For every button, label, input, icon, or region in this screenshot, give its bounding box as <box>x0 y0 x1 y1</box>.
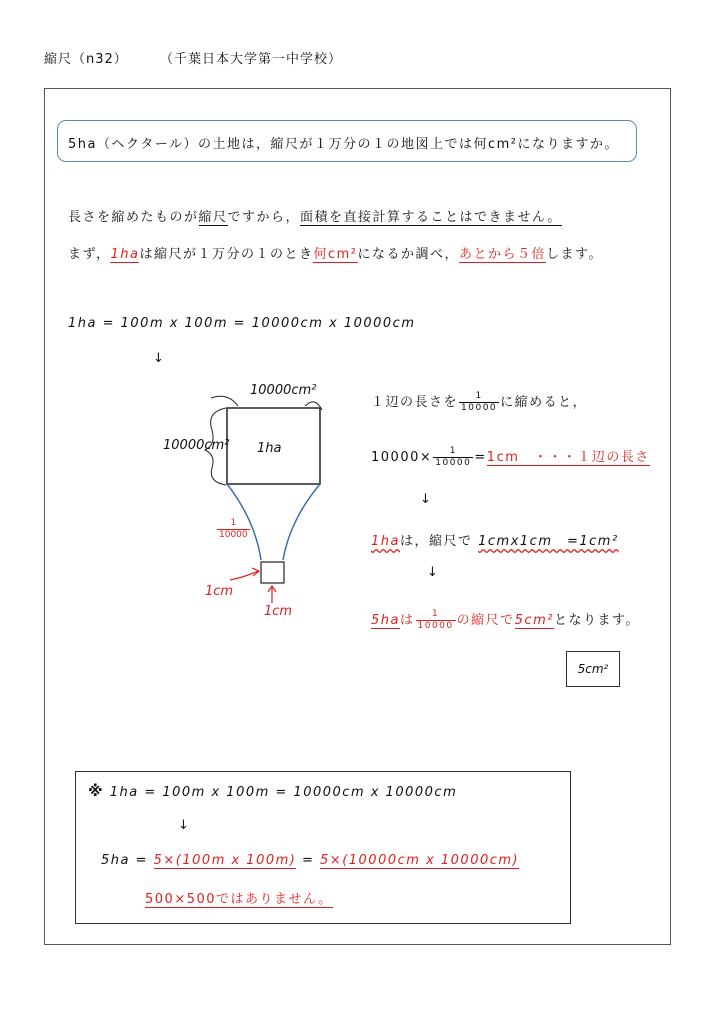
worksheet-title: 縮尺（n32） <box>44 52 128 67</box>
step4-c: の縮尺で <box>456 613 515 628</box>
step-1 <box>371 391 587 414</box>
expl-2d: 何cm² <box>313 247 358 262</box>
top-side-label: 10000cm² <box>250 383 317 398</box>
note-line3-text: 500×500ではありません。 <box>145 892 333 907</box>
note-line-1 <box>88 782 457 800</box>
conversion-line: 1ha = 100m x 100m = 10000cm x 10000cm <box>68 316 416 331</box>
note-line2-c: = <box>296 853 321 868</box>
step1-b: に縮めると， <box>500 395 588 410</box>
note-line2-b: 5×(100m x 100m) <box>153 853 297 868</box>
down-arrow-4: ↓ <box>178 818 191 833</box>
answer-box: 5cm² <box>566 651 620 687</box>
note-line-3 <box>145 888 333 907</box>
expl-1c: ですから， <box>227 210 301 225</box>
expl-2f: あとから５倍 <box>459 247 547 262</box>
step4-num: 1 <box>416 609 456 621</box>
small-square <box>261 562 284 583</box>
question-text: 5ha（ヘクタール）の土地は，縮尺が１万分の１の地図上では何cm²になりますか。 <box>68 137 619 152</box>
step1-num: 1 <box>459 391 499 403</box>
expl-2e: になるか調べ， <box>357 247 460 262</box>
expl-2c: は縮尺が１万分の１のとき <box>139 247 314 262</box>
expl-2g: します。 <box>546 247 603 262</box>
scale-fraction <box>216 518 251 541</box>
step2-a: 10000× <box>371 450 433 465</box>
step4-e: となります。 <box>553 613 640 628</box>
step1-a: １辺の長さを <box>371 395 459 410</box>
scale-den: 10000 <box>219 530 248 540</box>
expl-1b: 縮尺 <box>198 210 228 225</box>
step4-a: 5ha <box>371 613 400 628</box>
school-name: （千葉日本大学第一中学校） <box>160 52 343 67</box>
down-arrow-3: ↓ <box>427 565 440 580</box>
note-mark: ※ <box>88 782 105 800</box>
down-arrow-2: ↓ <box>420 492 433 507</box>
step2-num: 1 <box>433 446 473 458</box>
step3-a: 1ha <box>371 534 400 549</box>
note-line1-text: 1ha = 100m x 100m = 10000cm x 10000cm <box>109 785 458 800</box>
expl-1a: 長さを縮めたものが <box>68 210 199 225</box>
center-label: 1ha <box>257 441 282 456</box>
top-brace-left <box>211 396 238 406</box>
step4-b: は <box>399 613 415 628</box>
note-line-2 <box>101 853 519 868</box>
step3-b: は，縮尺で <box>399 534 473 549</box>
note-line2-d: 5×(10000cm x 10000cm) <box>320 853 520 868</box>
step3-c: 1cmx1cm =1cm² <box>478 534 619 549</box>
scale-num: 1 <box>217 518 250 530</box>
expl-1d: 面積を直接計算することはできません。 <box>300 210 562 225</box>
step-2 <box>371 446 650 469</box>
small-bottom-label: 1cm <box>264 604 293 619</box>
funnel-right <box>283 484 320 560</box>
small-left-label: 1cm <box>205 584 234 599</box>
step1-den: 10000 <box>461 403 498 413</box>
note-line2-a: 5ha = <box>101 853 154 868</box>
expl-2b: 1ha <box>110 247 140 262</box>
step4-d: 5cm² <box>514 613 554 628</box>
step-4 <box>371 609 640 632</box>
step4-den: 10000 <box>417 621 454 631</box>
step2-b: = <box>474 450 487 465</box>
down-arrow-1: ↓ <box>153 351 166 366</box>
step-3 <box>371 530 619 549</box>
step2-c: 1cm ・・・１辺の長さ <box>486 450 650 465</box>
step2-den: 10000 <box>435 458 472 468</box>
expl-2a: まず， <box>68 247 111 262</box>
left-side-label: 10000cm² <box>163 438 230 453</box>
